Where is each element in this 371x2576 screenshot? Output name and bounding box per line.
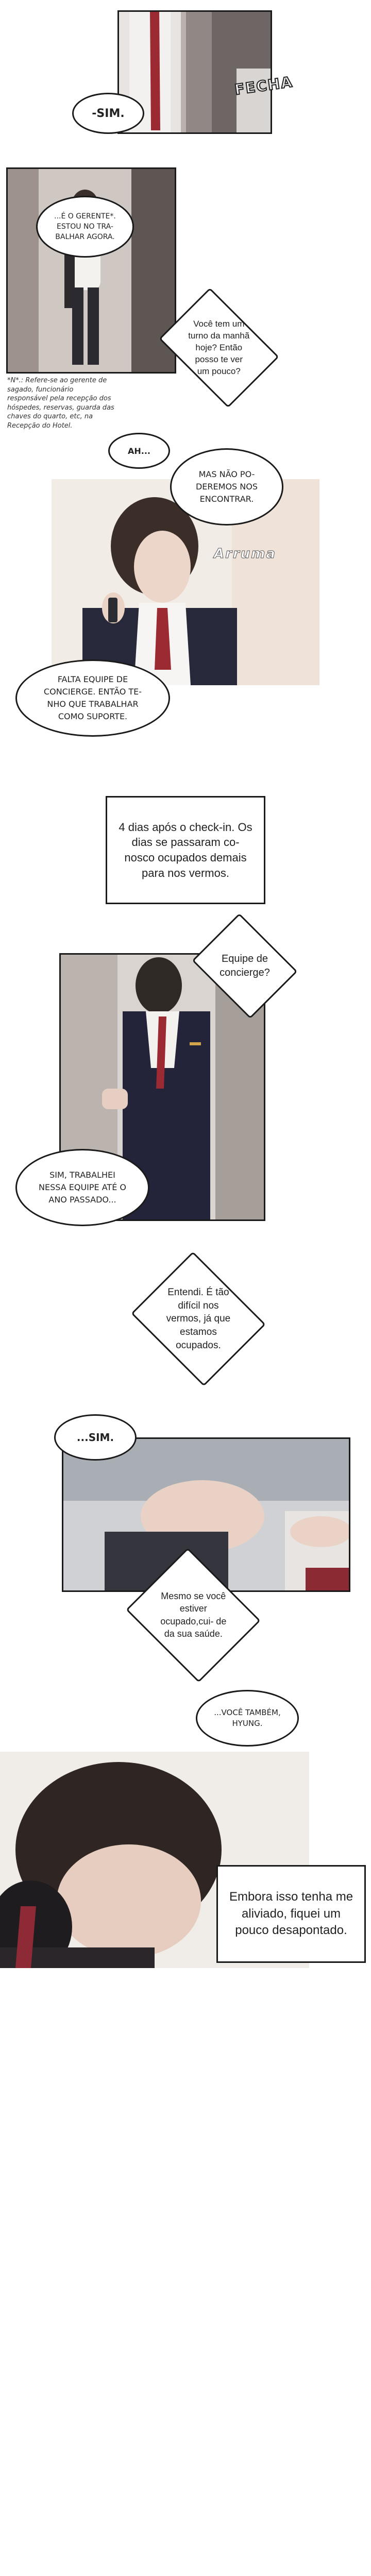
- caption-text: Embora isso tenha me aliviado, fiquei um pouco desapontado.: [229, 1890, 353, 1938]
- speech-text: -SIM.: [92, 107, 125, 120]
- narration-caption: [106, 796, 265, 904]
- caption-text: Entendi. É tão difícil nos vermos, já que estamos ocupados.: [166, 1286, 231, 1351]
- message-box: [159, 287, 279, 408]
- sfx-fecha: FECHA: [233, 73, 294, 98]
- message-text: Equipe de concierge?: [220, 953, 270, 978]
- speech-bubble: [15, 1149, 149, 1226]
- speech-text: ...É O GERENTE*. ESTOU NO TRA- BALHAR AGORA.: [54, 212, 116, 242]
- message-text: Mesmo se você estiver ocupado,cui- de da sua saúde.: [160, 1591, 227, 1639]
- speech-bubble: [108, 433, 170, 469]
- message-box: [131, 1251, 266, 1386]
- narration-caption: [216, 1865, 366, 1963]
- speech-bubble: [36, 196, 134, 258]
- speech-text: AH...: [127, 446, 150, 456]
- speech-text: SIM, TRABALHEI NESSA EQUIPE ATÉ O ANO PASSADO...: [39, 1170, 126, 1205]
- speech-bubble: [170, 448, 283, 526]
- speech-bubble: [196, 1690, 299, 1747]
- caption-text: 4 dias após o check-in. Os dias se passaram co- nosco ocupados demais para nos vermos.: [119, 820, 252, 879]
- speech-text: MAS NÃO PO- DEREMOS NOS ENCONTRAR.: [195, 469, 258, 504]
- footnote: *N*.: Refere-se ao gerente de sagado, funcionário responsável pela recepção dos hóspedes, reservas, guarda das chaves do quarto, etc, na Recepção do Hotel.: [7, 377, 114, 430]
- speech-text: ...VOCÊ TAMBÉM, HYUNG.: [214, 1708, 281, 1728]
- speech-bubble: [54, 1414, 137, 1461]
- sfx-arruma: Arruma: [214, 546, 276, 562]
- speech-text: ...SIM.: [76, 1431, 114, 1444]
- speech-bubble: [15, 659, 170, 737]
- speech-text: FALTA EQUIPE DE CONCIERGE. ENTÃO TE- NHO QUE TRABALHAR COMO SUPORTE.: [43, 674, 142, 721]
- speech-bubble: [72, 93, 144, 134]
- message-text: Você tem um turno da manhã hoje? Então posso te ver um pouco?: [188, 318, 250, 376]
